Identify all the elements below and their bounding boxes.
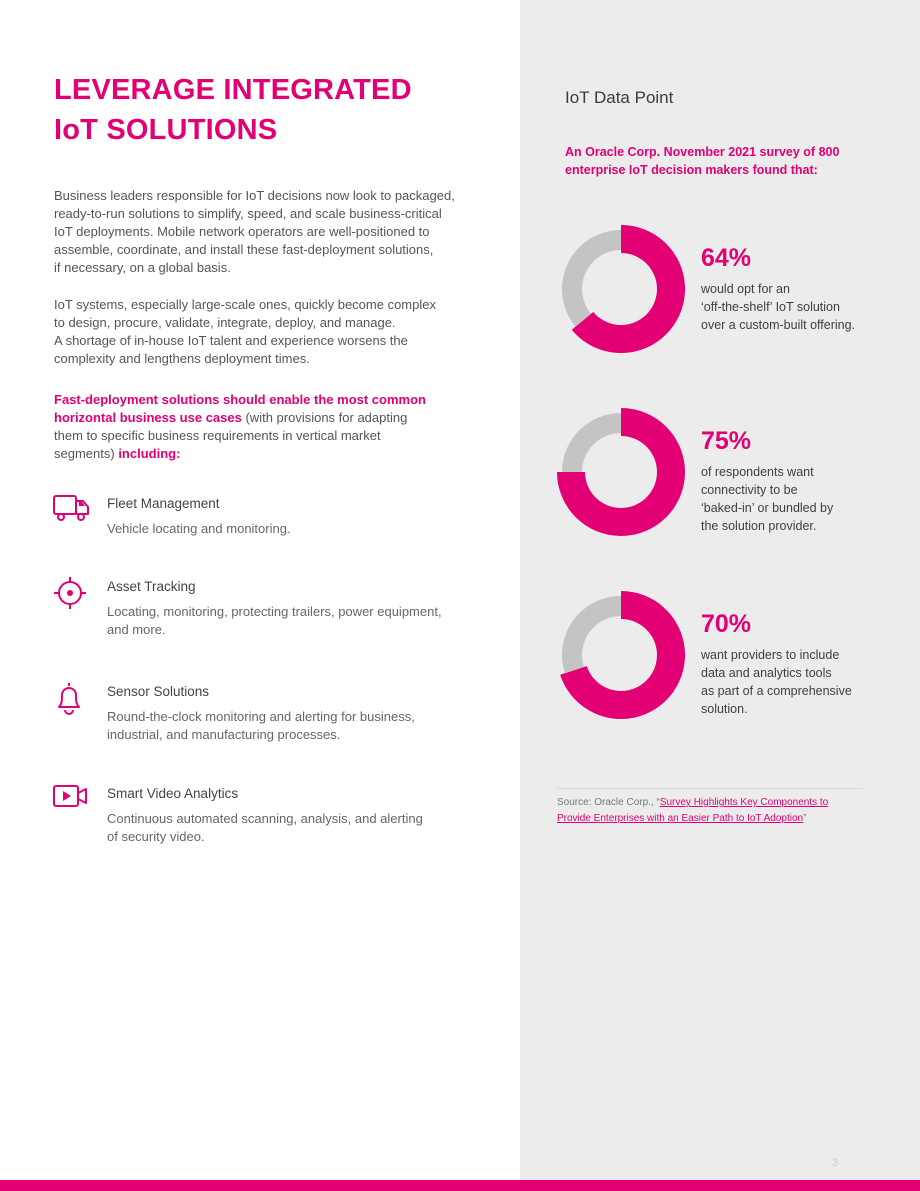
highlight-text: including: — [118, 446, 181, 461]
source-citation — [557, 795, 867, 827]
text-line: over a custom-built offering. — [701, 318, 856, 332]
use-case-title: Smart Video Analytics — [107, 786, 239, 801]
text-line: ready-to-run solutions to simplify, speed, and scale business-critical — [54, 206, 442, 221]
text-line: Business leaders responsible for IoT decisions now look to packaged, — [54, 188, 455, 203]
survey-intro — [565, 143, 885, 179]
text-line: the solution provider. — [701, 519, 817, 533]
sidebar-title: IoT Data Point — [565, 88, 674, 107]
text-line: ‘baked-in’ or bundled by — [701, 501, 834, 515]
text-line: want providers to include — [701, 648, 840, 662]
text-line: data and analytics tools — [701, 666, 832, 680]
source-suffix: ” — [803, 813, 807, 824]
source-link[interactable]: Provide Enterprises with an Easier Path to IoT Adoption — [557, 813, 804, 824]
source-divider — [557, 788, 863, 789]
use-case-intro-paragraph — [54, 391, 474, 463]
video-camera-icon — [52, 781, 90, 815]
stat-value: 70% — [701, 610, 752, 638]
truck-icon — [52, 490, 90, 524]
source-prefix: Source: Oracle Corp., “ — [557, 797, 660, 808]
text-line: Locating, monitoring, protecting trailers, power equipment, — [107, 604, 442, 619]
text-line: A shortage of in-house IoT talent and experience worsens the — [54, 333, 408, 348]
text-line: them to specific business requirements in vertical market — [54, 428, 381, 443]
text-line: to design, procure, validate, integrate, deploy, and manage. — [54, 315, 396, 330]
stat-description — [701, 463, 881, 535]
use-case-title: Asset Tracking — [107, 579, 196, 594]
use-case-title: Sensor Solutions — [107, 684, 210, 699]
text-line: would opt for an — [701, 282, 790, 296]
text-line: of security video. — [107, 829, 205, 844]
stat-description — [701, 280, 881, 334]
text-line — [54, 409, 474, 427]
text-line: Continuous automated scanning, analysis, and alerting — [107, 811, 423, 826]
text-line: complexity and lengthens deployment times. — [54, 351, 310, 366]
use-case-description — [107, 603, 467, 639]
page-title — [54, 70, 474, 150]
donut-chart — [556, 224, 686, 354]
plain-text: (with provisions for adapting — [241, 410, 408, 425]
text-line: enterprise IoT decision makers found that: — [565, 163, 818, 177]
text-line: of respondents want — [701, 465, 814, 479]
donut-slice-remainder — [562, 413, 621, 472]
title-line: IoT SOLUTIONS — [54, 114, 278, 146]
text-line: IoT systems, especially large-scale ones, quickly become complex — [54, 297, 436, 312]
donut-chart — [556, 407, 686, 537]
text-line: Fast-deployment solutions should enable the most common — [54, 392, 426, 407]
text-line: assemble, coordinate, and install these fast-deployment solutions, — [54, 242, 434, 257]
complexity-paragraph — [54, 296, 474, 368]
stat-value: 75% — [701, 427, 752, 455]
text-line: if necessary, on a global basis. — [54, 260, 231, 275]
donut-slice-remainder — [562, 230, 621, 327]
text-line: connectivity to be — [701, 483, 798, 497]
title-line: LEVERAGE INTEGRATED — [54, 74, 412, 106]
text-line: industrial, and manufacturing processes. — [107, 727, 341, 742]
text-line: Round-the-clock monitoring and alerting for business, — [107, 709, 415, 724]
stat-value: 64% — [701, 244, 752, 272]
text-line: Vehicle locating and monitoring. — [107, 521, 291, 536]
page-number: 3 — [832, 1157, 839, 1169]
use-case-description — [107, 708, 467, 744]
bell-icon — [52, 681, 90, 715]
plain-text: segments) — [54, 446, 119, 461]
text-line — [54, 445, 474, 463]
source-link[interactable]: Survey Highlights Key Components to — [659, 797, 829, 808]
text-line: ‘off-the-shelf’ IoT solution — [701, 300, 840, 314]
use-case-description — [107, 520, 467, 538]
text-line: as part of a comprehensive — [701, 684, 852, 698]
text-line: IoT deployments. Mobile network operators are well-positioned to — [54, 224, 430, 239]
use-case-title: Fleet Management — [107, 496, 220, 511]
stat-description — [701, 646, 881, 718]
donut-slice-remainder — [562, 596, 621, 673]
bottom-accent-bar — [0, 1180, 920, 1191]
text-line: solution. — [701, 702, 748, 716]
use-case-description — [107, 810, 467, 846]
donut-chart — [556, 590, 686, 720]
text-line: An Oracle Corp. November 2021 survey of 800 — [565, 145, 840, 159]
intro-paragraph — [54, 187, 474, 277]
highlight-text: horizontal business use cases — [54, 410, 242, 425]
text-line: and more. — [107, 622, 166, 637]
crosshair-icon — [52, 576, 90, 610]
